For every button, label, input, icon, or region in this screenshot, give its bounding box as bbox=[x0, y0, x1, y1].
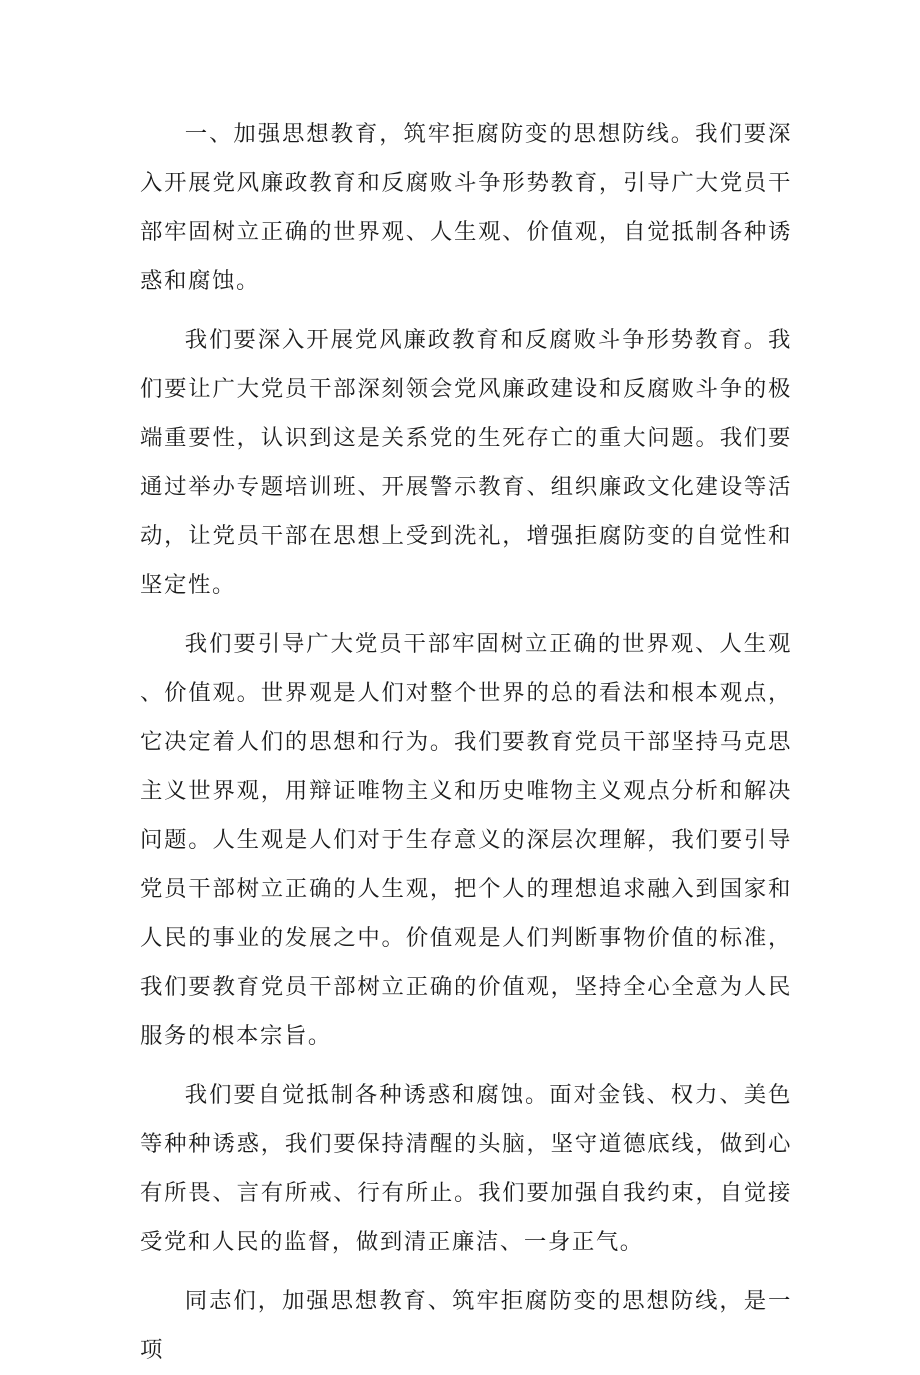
paragraph-4: 我们要自觉抵制各种诱惑和腐蚀。面对金钱、权力、美色等种种诱惑，我们要保持清醒的头脑，坚守道德底线，做到心有所畏、言有所戒、行有所止。我们要加强自我约束，自觉接受党和人民的监督，做到清正廉洁、一身正气。 bbox=[140, 1082, 792, 1255]
paragraph-5: 同志们，加强思想教育、筑牢拒腐防变的思想防线，是一项 bbox=[140, 1288, 792, 1363]
document-body bbox=[140, 110, 792, 1375]
paragraph-3: 我们要引导广大党员干部牢固树立正确的世界观、人生观、价值观。世界观是人们对整个世界的总的看法和根本观点，它决定着人们的思想和行为。我们要教育党员干部坚持马克思主义世界观，用辩证唯物主义和历史唯物主义观点分析和解决问题。人生观是人们对于生存意义的深层次理解，我们要引导党员干部树立正确的人生观，把个人的理想追求融入到国家和人民的事业的发展之中。价值观是人们判断事物价值的标准，我们要教育党员干部树立正确的价值观，坚持全心全意为人民服务的根本宗旨。 bbox=[140, 631, 792, 1049]
paragraph-1: 一、加强思想教育，筑牢拒腐防变的思想防线。我们要深入开展党风廉政教育和反腐败斗争形势教育，引导广大党员干部牢固树立正确的世界观、人生观、价值观，自觉抵制各种诱惑和腐蚀。 bbox=[140, 121, 792, 294]
paragraph-2: 我们要深入开展党风廉政教育和反腐败斗争形势教育。我们要让广大党员干部深刻领会党风廉政建设和反腐败斗争的极端重要性，认识到这是关系党的生死存亡的重大问题。我们要通过举办专题培训班、开展警示教育、组织廉政文化建设等活动，让党员干部在思想上受到洗礼，增强拒腐防变的自觉性和坚定性。 bbox=[140, 327, 792, 598]
